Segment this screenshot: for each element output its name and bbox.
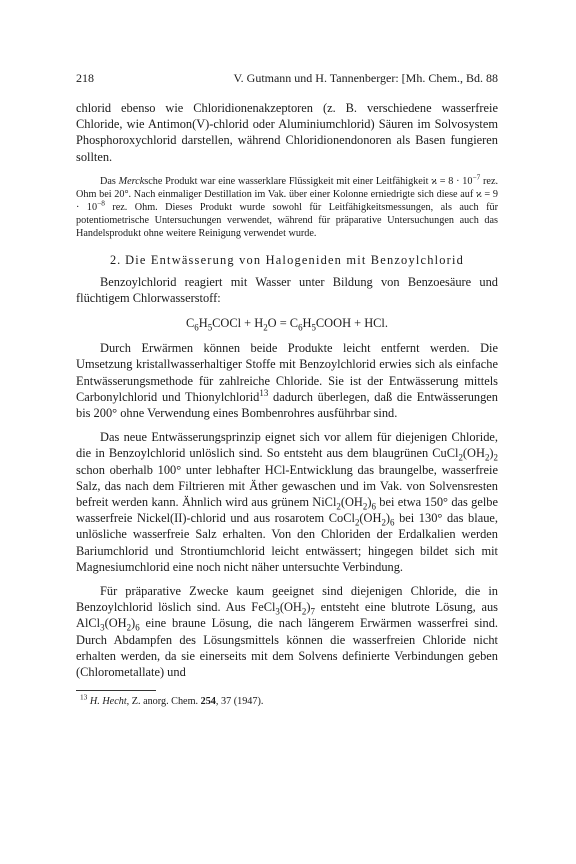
running-head: [76, 70, 498, 86]
paragraph-2: Benzoylchlorid reagiert mit Wasser unter Bildung von Benzoesäure und flüchtigem Chlorwasserstoff:: [76, 274, 498, 306]
footnote-author: H. Hecht: [89, 696, 127, 708]
footnote-divider: [76, 690, 156, 691]
running-title: V. Gutmann und H. Tannenberger: [Mh. Chem., Bd. 88: [233, 71, 498, 85]
footnote: $^{13}$ H. Hecht, Z. anorg. Chem. 254, 37 (1947).: [80, 692, 264, 708]
footnote-volume: 254: [200, 696, 216, 708]
merck-name: Merck: [118, 175, 145, 187]
note-paragraph: Das Mercksche Produkt war eine wasserklare Flüssigkeit mit einer Leitfähigkeit $ϰ = 8 \cdot 10^{-7}$ rez. Ohm bei 20°. Nach einmaliger Destillation im Vak. über einer Kolonne erniedrigte sich diese auf $ϰ = 9 \cdot 10^{-8}$ rez. Ohm. Dieses Produkt wurde sowohl für Leitfähigkeitsmessungen, als auch für potentiometrische Untersuchungen verwendet, während für präparative Untersuchungen auch das Handelsprodukt ohne weitere Reinigung verwendet wurde.: [76, 172, 499, 239]
reaction-equation: $C_6H_5COCl + H_2O$ = $C_6H_5COOH$ + HCl.: [186, 316, 388, 333]
footnote-mark: 13: [80, 692, 88, 702]
paragraph-5: Für präparative Zwecke kaum geeignet sind diejenigen Chloride, die in Benzoylchlorid löslich sind. Aus $FeCl_3(OH_2)_7$ entsteht eine blutrote Lösung, aus $AlCl_3(OH_2)_6$ eine braune Lösung, die nach längerem Erwärmen wasserfrei sind. Durch Abdampfen des Lösungsmittels können die wasserfreien Chloride nicht erhalten werden, da sie einerseits mit dem Solvens definierte Verbindungen geben (Chlorometallate) und: [76, 584, 498, 680]
section-title: Die Entwässerung von Halogeniden mit Benzoylchlorid: [125, 252, 464, 267]
section-number: 2.: [110, 252, 122, 267]
page-number: 218: [76, 71, 94, 85]
section-heading: [76, 252, 498, 268]
paragraph-1: chlorid ebenso wie Chloridionenakzeptoren (z. B. verschiedene wasserfreie Chloride, wie Antimon(V)-chlorid oder Aluminiumchlorid) Säuren im Solvosystem Phosphoroxychlorid darstellen, während Chloridionendonoren als Basen fungieren sollten.: [76, 101, 498, 164]
paragraph-3: Durch Erwärmen können beide Produkte leicht entfernt werden. Die Umsetzung kristallwasserhaltiger Stoffe mit Benzoylchlorid erwies sich als einfache Entwässerungsmethode für zahlreiche Chloride. Sie ist der Entwässerung mittels Carbonylchlorid und Thionylchlorid$^{13}$ dadurch überlegen, daß die Entwässerungen bis 200° ohne Verwendung eines Bombenrohres ausführbar sind.: [76, 341, 498, 421]
page-body: [76, 70, 498, 708]
footnote-ref: 13: [259, 387, 269, 398]
paragraph-4: Das neue Entwässerungsprinzip eignet sich vor allem für diejenigen Chloride, die in Benzoylchlorid unlöslich sind. So entsteht aus dem blaugrünen $CuCl_2(OH_2)_2$ schon oberhalb 100° unter lebhafter HCl-Entwicklung das braungelbe, wasserfreie Salz, das nach dem Filtrieren mit Äther gewaschen und im Vak. von Solvensresten befreit werden kann. Ähnlich wird aus grünem $NiCl_2(OH_2)_6$ bei etwa 150° das gelbe wasserfreie Nickel(II)-chlorid und aus rosarotem $CoCl_2(OH_2)_6$ bei 130° das blaue, unlösliche wasserfreie Salz erhalten. Von den Chloriden der Erdalkalien werden Bariumchlorid und Strontiumchlorid leicht entwässert; hingegen bildet sich mit Magnesiumchlorid eine noch nicht näher untersuchte Verbindung.: [76, 430, 498, 574]
